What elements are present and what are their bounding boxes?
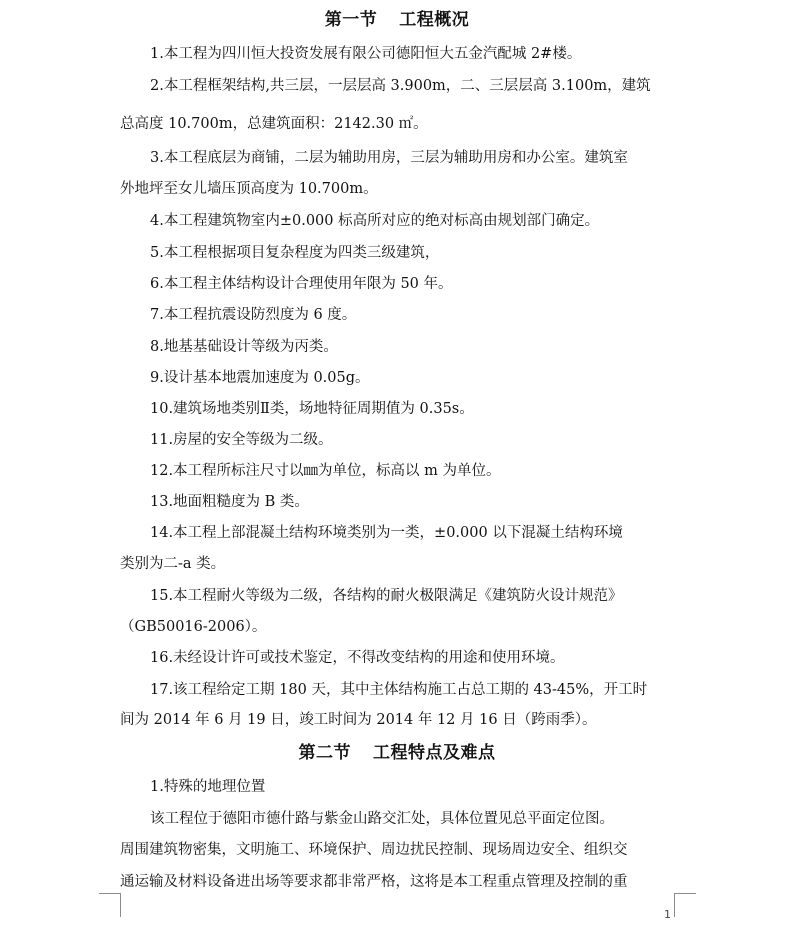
paragraph-line: 周围建筑物密集，文明施工、环境保护、周边扰民控制、现场周边安全、组织交 <box>120 842 628 858</box>
paragraph-line: 8.地基基础设计等级为丙类。 <box>150 339 338 355</box>
section-1-heading <box>0 5 794 30</box>
paragraph-line: 3.本工程底层为商铺，二层为辅助用房，三层为辅助用房和办公室。建筑室 <box>150 150 628 166</box>
paragraph-line: 通运输及材料设备进出场等要求都非常严格，这将是本工程重点管理及控制的重 <box>120 874 628 890</box>
paragraph-line: 12.本工程所标注尺寸以㎜为单位，标高以 m 为单位。 <box>150 463 501 479</box>
paragraph-line: 17.该工程给定工期 180 天，其中主体结构施工占总工期的 43-45%，开工时 <box>150 682 648 698</box>
subheading-line: 1.特殊的地理位置 <box>150 779 266 795</box>
paragraph-line: 7.本工程抗震设防烈度为 6 度。 <box>150 307 357 323</box>
paragraph-line: 6.本工程主体结构设计合理使用年限为 50 年。 <box>150 276 453 292</box>
section-2-number: 第二节 <box>298 743 351 763</box>
paragraph-line: 11.房屋的安全等级为二级。 <box>150 432 333 448</box>
paragraph-line: 13.地面粗糙度为 B 类。 <box>150 494 309 510</box>
paragraph-line: 1.本工程为四川恒大投资发展有限公司德阳恒大五金汽配城 2#楼。 <box>150 46 582 62</box>
crop-mark-left-vertical <box>120 893 121 917</box>
paragraph-line: 间为 2014 年 6 月 19 日，竣工时间为 2014 年 12 月 16 日（跨雨季）。 <box>120 712 597 728</box>
paragraph-line: 9.设计基本地震加速度为 0.05g。 <box>150 370 370 386</box>
paragraph-line: 总高度 10.700m，总建筑面积：2142.30 ㎡。 <box>120 116 428 132</box>
paragraph-line: 15.本工程耐火等级为二级，各结构的耐火极限满足《建筑防火设计规范》 <box>150 588 623 604</box>
section-1-title: 工程概况 <box>399 10 470 30</box>
paragraph-line: （GB50016-2006）。 <box>120 619 267 635</box>
paragraph-line: 4.本工程建筑物室内±0.000 标高所对应的绝对标高由规划部门确定。 <box>150 213 600 229</box>
paragraph-line: 16.未经设计许可或技术鉴定，不得改变结构的用途和使用环境。 <box>150 650 565 666</box>
section-1-number: 第一节 <box>324 10 378 30</box>
crop-mark-right-horizontal <box>674 893 696 894</box>
section-2-heading <box>0 738 794 763</box>
paragraph-line: 该工程位于德阳市德什路与紫金山路交汇处，具体位置见总平面定位图。 <box>150 811 614 827</box>
paragraph-line: 2.本工程框架结构,共三层，一层层高 3.900m，二、三层层高 3.100m，建筑 <box>150 78 651 94</box>
section-2-title: 工程特点及难点 <box>373 743 496 763</box>
crop-mark-right-vertical <box>674 893 675 917</box>
paragraph-line: 10.建筑场地类别Ⅱ类，场地特征周期值为 0.35s。 <box>150 401 474 417</box>
page-number: 1 <box>664 908 671 921</box>
paragraph-line: 5.本工程根据项目复杂程度为四类三级建筑， <box>150 245 440 261</box>
crop-mark-left-horizontal <box>99 893 121 894</box>
paragraph-line: 14.本工程上部混凝土结构环境类别为一类，±0.000 以下混凝土结构环境 <box>150 525 623 541</box>
paragraph-line: 外地坪至女儿墙压顶高度为 10.700m。 <box>120 181 378 197</box>
paragraph-line: 类别为二-a 类。 <box>120 556 226 572</box>
